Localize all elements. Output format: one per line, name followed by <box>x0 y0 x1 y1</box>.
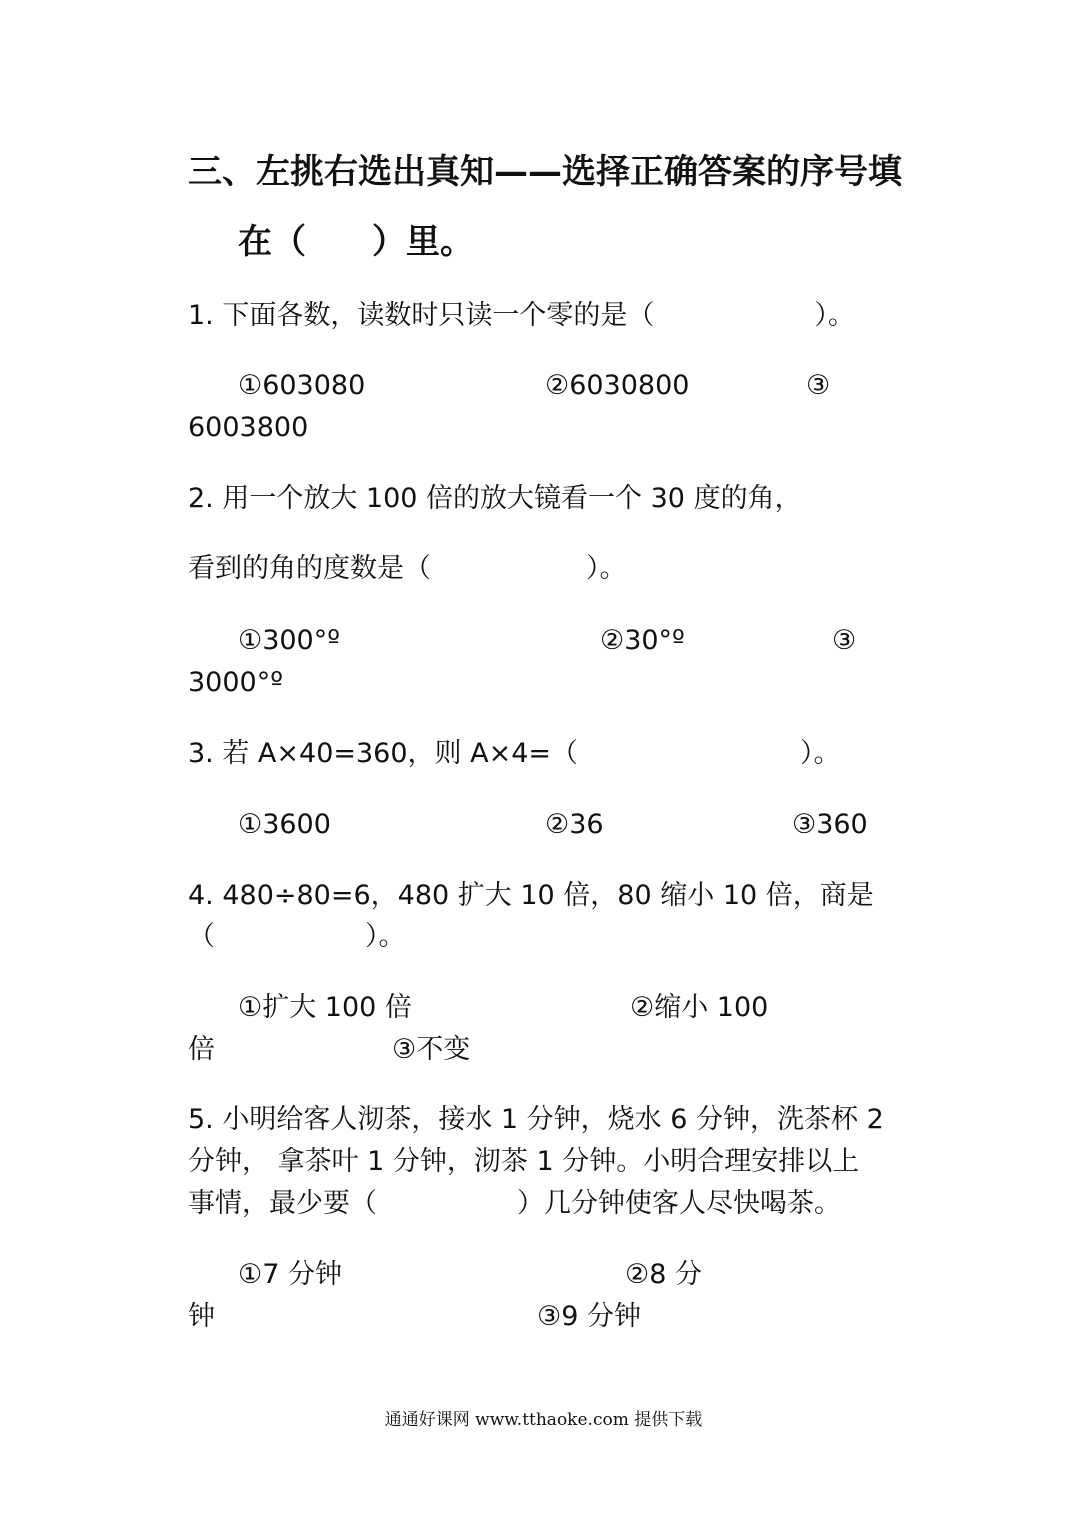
question-1-option-3-marker: ③ <box>806 370 831 401</box>
question-3-option-2: ②36 <box>545 809 604 840</box>
question-4-option-2: ②缩小 100 <box>630 992 769 1023</box>
section-title-line2 <box>238 220 474 264</box>
question-5-option-1: ①7 分钟 <box>238 1259 342 1290</box>
title-close-paren: ）里。 <box>372 222 474 262</box>
question-3-stem: 3. 若 A×40=360，则 A×4=（ ）。 <box>188 738 841 769</box>
question-5-stem-line3: 事情，最少要（ ）几分钟使客人尽快喝茶。 <box>188 1188 841 1219</box>
question-4-option-2-cont: 倍 <box>188 1034 215 1065</box>
question-5-stem-line2: 分钟， 拿茶叶 1 分钟，沏茶 1 分钟。小明合理安排以上 <box>188 1146 860 1177</box>
question-5-option-2: ②8 分 <box>625 1259 702 1290</box>
question-4-option-1: ①扩大 100 倍 <box>238 992 412 1023</box>
title-open-paren: 在（ <box>238 222 306 262</box>
question-1-option-3-value: 6003800 <box>188 412 309 443</box>
question-3-option-1: ①3600 <box>238 809 331 840</box>
question-2-option-2: ②30°º <box>600 625 685 656</box>
question-5-option-2-cont: 钟 <box>188 1301 215 1332</box>
question-3-option-3: ③360 <box>792 809 868 840</box>
question-1-option-1: ①603080 <box>238 370 366 401</box>
question-2-stem-line1: 2. 用一个放大 100 倍的放大镜看一个 30 度的角， <box>188 483 802 514</box>
question-2-stem-line2: 看到的角的度数是（ ）。 <box>188 553 627 584</box>
footer-source: 通通好课网 www.tthaoke.com 提供下载 <box>384 1410 703 1430</box>
question-2-option-3-marker: ③ <box>832 625 857 656</box>
question-1-stem: 1. 下面各数，读数时只读一个零的是（ ）。 <box>188 300 855 331</box>
question-2-option-1: ①300°º <box>238 625 340 656</box>
question-4-stem-line2: （ ）。 <box>188 921 406 952</box>
question-5-stem-line1: 5. 小明给客人沏茶，接水 1 分钟，烧水 6 分钟，洗茶杯 2 <box>188 1104 884 1135</box>
question-4-stem-line1: 4. 480÷80=6，480 扩大 10 倍，80 缩小 10 倍，商是 <box>188 880 874 911</box>
question-1-option-2: ②6030800 <box>545 370 690 401</box>
question-5-option-3: ③9 分钟 <box>537 1301 641 1332</box>
question-4-option-3: ③不变 <box>392 1034 471 1065</box>
question-2-option-3-value: 3000°º <box>188 667 283 698</box>
section-title-line1: 三、左挑右选出真知——选择正确答案的序号填 <box>188 152 902 192</box>
